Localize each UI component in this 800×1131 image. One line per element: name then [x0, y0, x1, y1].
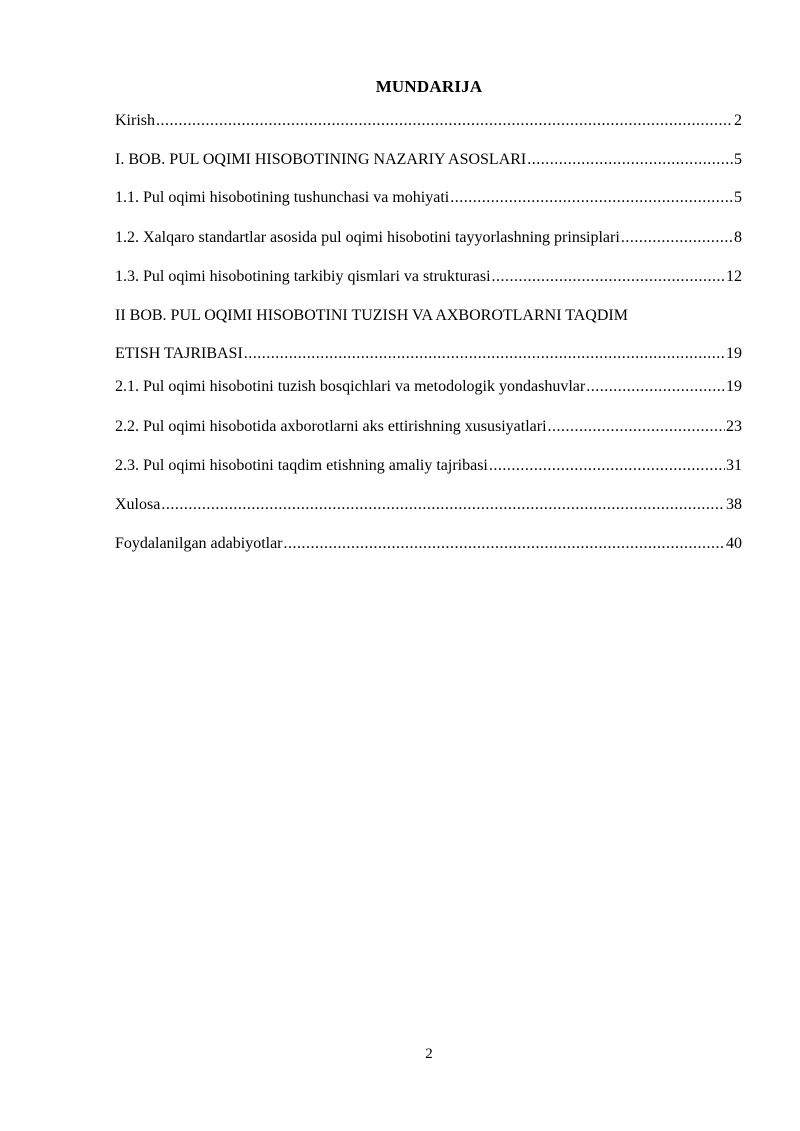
- dot-leader: [527, 150, 733, 170]
- toc-entry-page: 5: [734, 189, 742, 206]
- toc-entry-page: 12: [726, 268, 742, 285]
- dot-leader: [492, 267, 725, 287]
- toc-entry-2-1[interactable]: [115, 377, 742, 397]
- toc-entry-page: 5: [734, 151, 742, 168]
- dot-leader: [161, 495, 725, 515]
- page-number: 2: [425, 1046, 433, 1062]
- dot-leader: [586, 377, 725, 397]
- toc-entry-kirish[interactable]: [115, 111, 742, 131]
- toc-entry-1-2[interactable]: [115, 228, 742, 248]
- dot-leader: [156, 111, 733, 131]
- toc-entry-label: 1.1. Pul oqimi hisobotining tushunchasi va mohiyati: [115, 189, 450, 206]
- toc-entry-page: 31: [726, 457, 742, 474]
- toc-entry-label: 1.2. Xalqaro standartlar asosida pul oqimi hisobotini tayyorlashning prinsiplari: [115, 229, 620, 246]
- toc-entry-page: 2: [734, 112, 742, 129]
- toc-entry-page: 38: [726, 496, 742, 513]
- dot-leader: [450, 188, 733, 208]
- toc-entry-2-3[interactable]: [115, 456, 742, 476]
- page-title: MUNDARIJA: [375, 77, 483, 96]
- toc-entry-1-1[interactable]: [115, 188, 742, 208]
- dot-leader: [489, 456, 725, 476]
- toc-entry-page: 23: [726, 418, 742, 435]
- dot-leader: [621, 228, 733, 248]
- dot-leader: [244, 344, 725, 364]
- toc-entry-label: Foydalanilgan adabiyotlar: [115, 535, 283, 552]
- toc-entry-label: ETISH TAJRIBASI: [115, 345, 243, 362]
- toc-entry-label: 2.3. Pul oqimi hisobotini taqdim etishning amaliy tajribasi: [115, 457, 488, 474]
- dot-leader: [284, 534, 725, 554]
- toc-entry-label: Xulosa: [115, 496, 161, 513]
- toc-entry-label: I. BOB. PUL OQIMI HISOBOTINING NAZARIY ASOSLARI: [115, 151, 527, 168]
- toc-entry-1-3[interactable]: [115, 267, 742, 287]
- toc-entry-page: 40: [726, 535, 742, 552]
- toc-entry-label: 1.3. Pul oqimi hisobotining tarkibiy qismlari va strukturasi: [115, 268, 491, 285]
- toc-entry-chapter-2[interactable]: [115, 306, 742, 364]
- toc-entry-page: 19: [726, 378, 742, 395]
- toc-entry-page: 8: [734, 229, 742, 246]
- toc-entry-xulosa[interactable]: [115, 495, 742, 515]
- toc-entry-label: 2.1. Pul oqimi hisobotini tuzish bosqichlari va metodologik yondashuvlar: [115, 378, 586, 395]
- toc-entry-2-2[interactable]: [115, 417, 742, 437]
- toc-entry-label: 2.2. Pul oqimi hisobotida axborotlarni aks ettirishning xususiyatlari: [115, 418, 547, 435]
- toc-entry-adabiyotlar[interactable]: [115, 534, 742, 554]
- dot-leader: [548, 417, 725, 437]
- toc-entry-label: Kirish: [115, 112, 155, 129]
- toc-entry-page: 19: [726, 345, 742, 362]
- toc-entry-label-line1: II BOB. PUL OQIMI HISOBOTINI TUZISH VA AXBOROTLARNI TAQDIM: [115, 307, 628, 324]
- toc-entry-chapter-1[interactable]: [115, 150, 742, 170]
